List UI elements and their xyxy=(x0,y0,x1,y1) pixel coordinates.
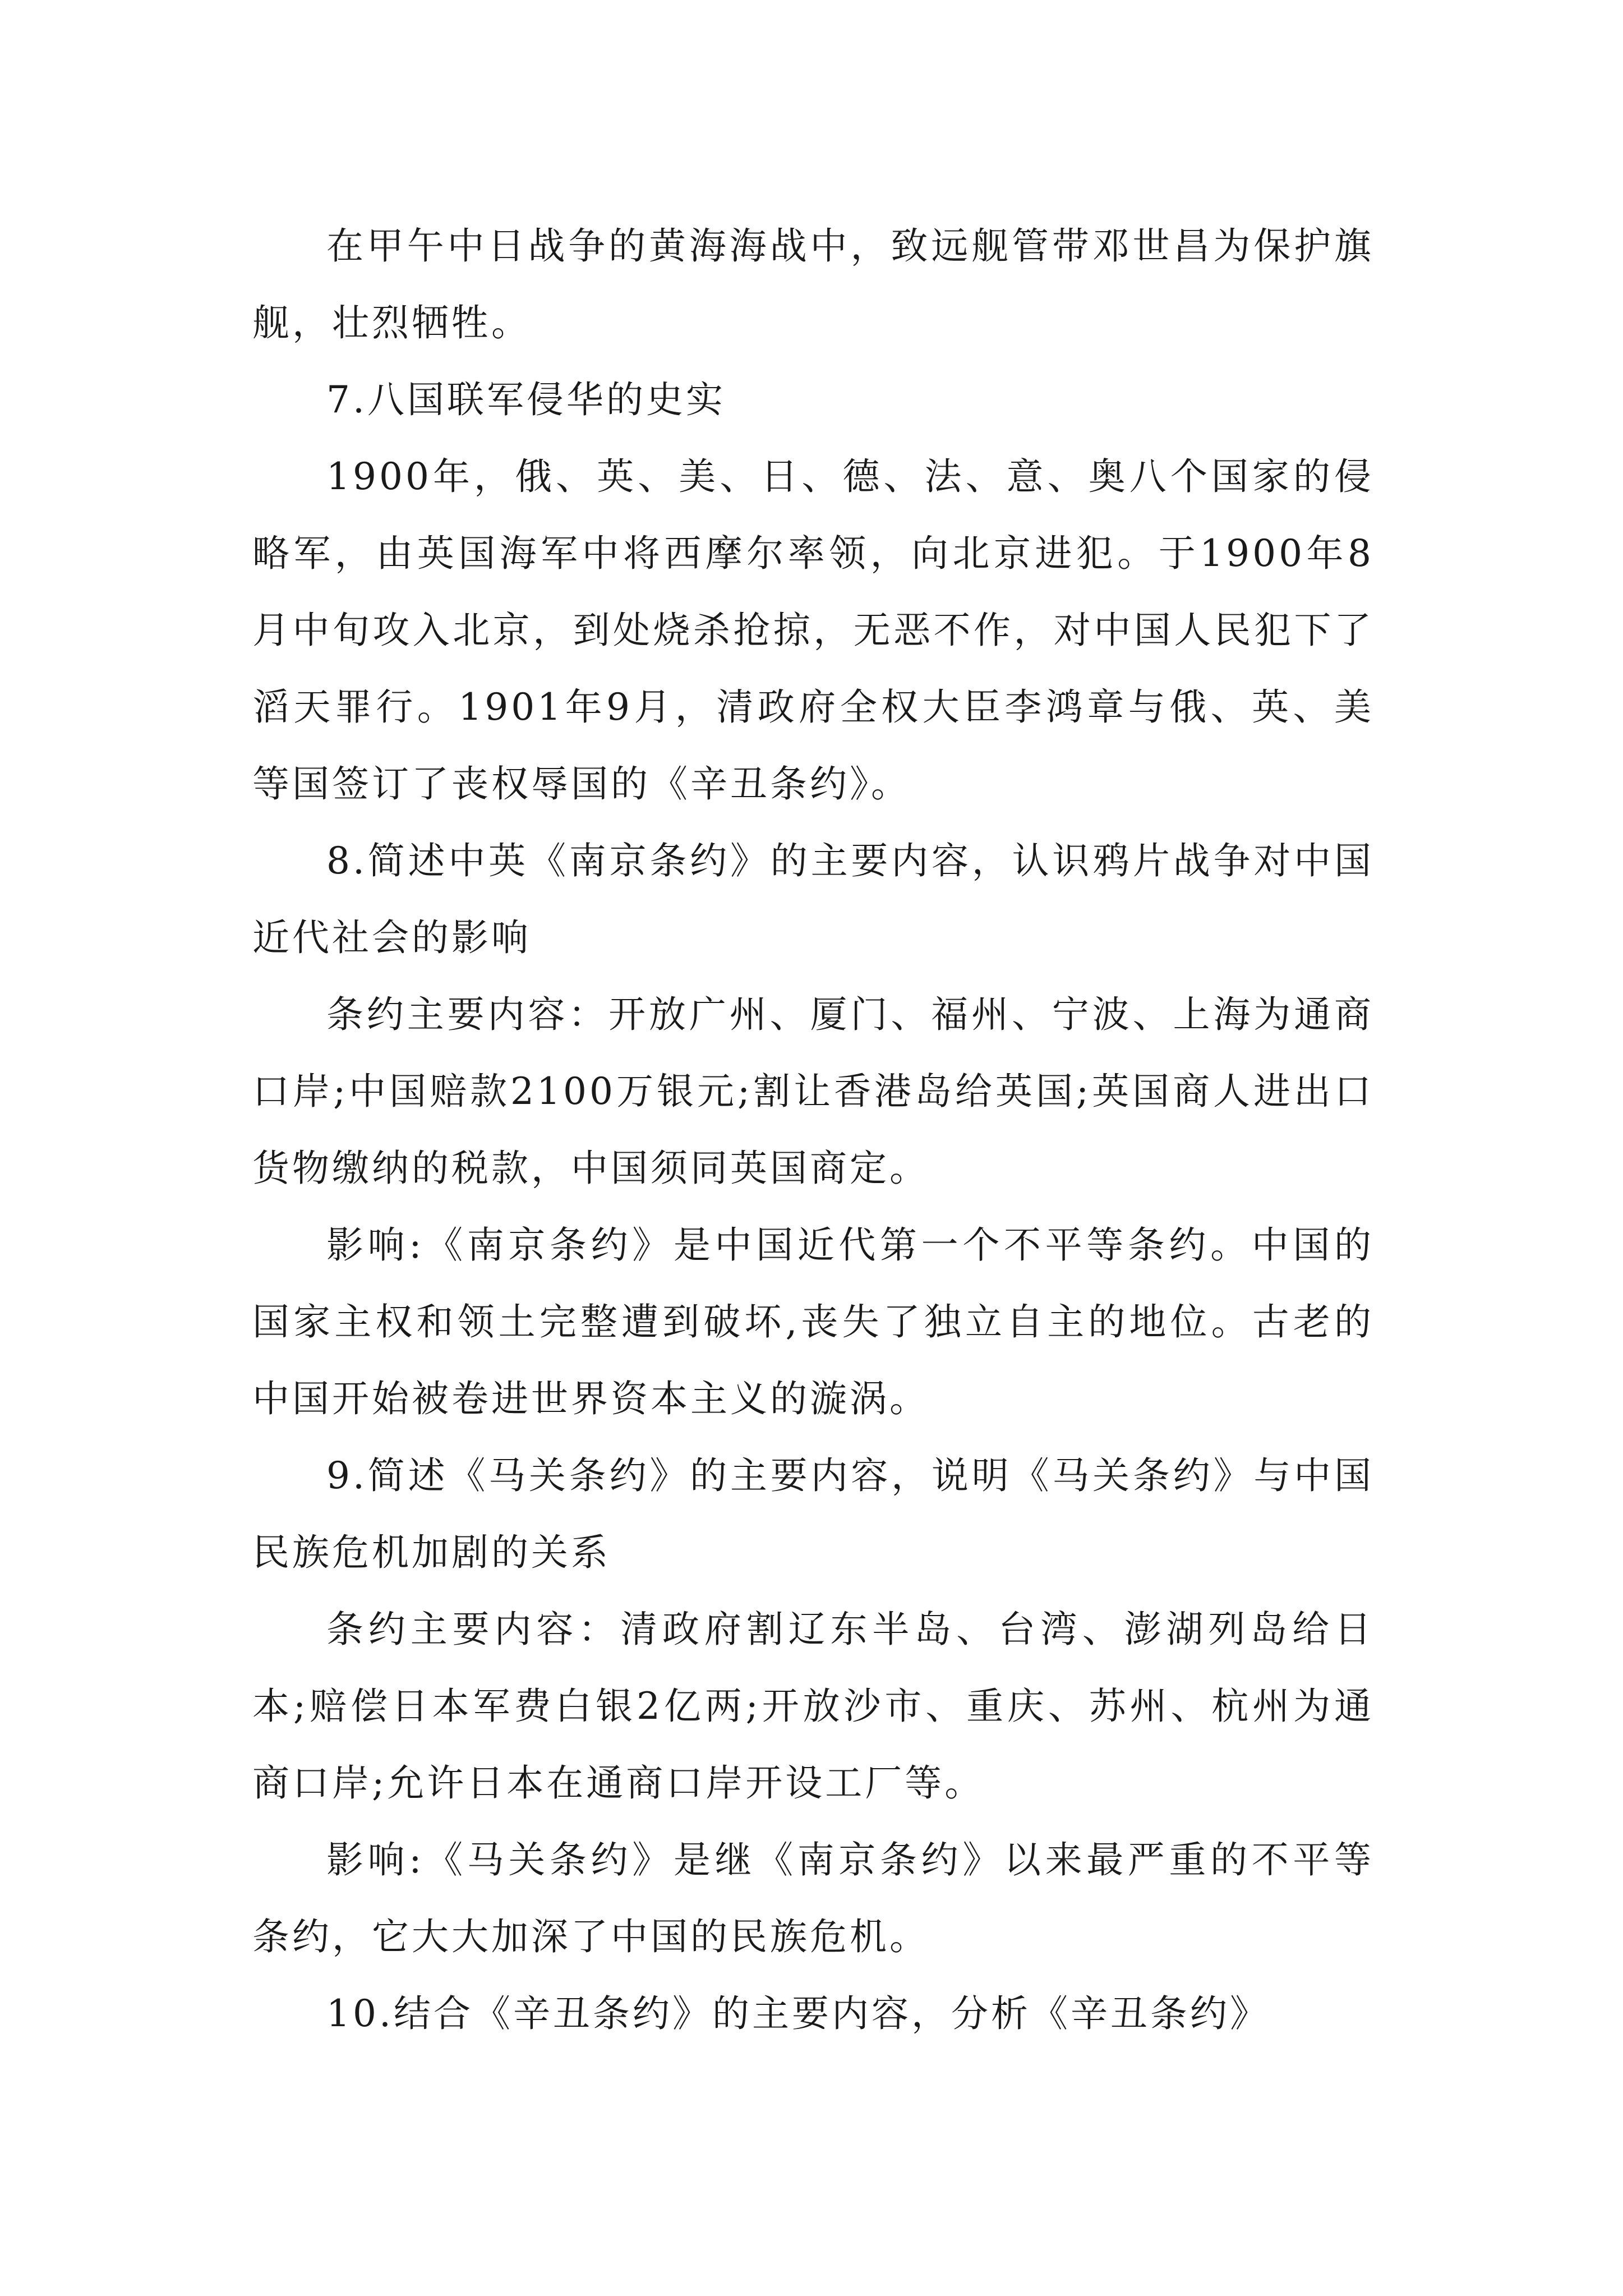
paragraph-shimonoseki-treaty-impact: 影响:《马关条约》是继《南京条约》以来最严重的不平等条约，它大大加深了中国的民族危机。 xyxy=(252,1838,1374,1958)
paragraph-nanjing-treaty-impact: 影响:《南京条约》是中国近代第一个不平等条约。中国的国家主权和领土完整遭到破坏,丧失了独立自主的地位。古老的中国开始被卷进世界资本主义的漩涡。 xyxy=(252,1223,1374,1420)
paragraph-eight-nation-alliance: 1900年，俄、英、美、日、德、法、意、奥八个国家的侵略军，由英国海军中将西摩尔率领，向北京进犯。于1900年8月中旬攻入北京，到处烧杀抢掠，无恶不作，对中国人民犯下了滔天罪行。1901年9月，清政府全权大臣李鸿章与俄、英、美等国签订了丧权辱国的《辛丑条约》。 xyxy=(252,455,1374,806)
paragraph-nanjing-treaty-content: 条约主要内容：开放广州、厦门、福州、宁波、上海为通商口岸;中国赔款2100万银元;割让香港岛给英国;英国商人进出口货物缴纳的税款，中国须同英国商定。 xyxy=(252,993,1374,1190)
heading-item-8: 8.简述中英《南京条约》的主要内容，认识鸦片战争对中国近代社会的影响 xyxy=(252,839,1374,959)
heading-item-9: 9.简述《马关条约》的主要内容，说明《马关条约》与中国民族危机加剧的关系 xyxy=(252,1454,1374,1574)
heading-item-10: 10.结合《辛丑条约》的主要内容，分析《辛丑条约》 xyxy=(326,1992,1270,2035)
paragraph-shimonoseki-treaty-content: 条约主要内容：清政府割辽东半岛、台湾、澎湖列岛给日本;赔偿日本军费白银2亿两;开放沙市、重庆、苏州、杭州为通商口岸;允许日本在通商口岸开设工厂等。 xyxy=(252,1608,1374,1805)
paragraph-deng-shichang: 在甲午中日战争的黄海海战中，致远舰管带邓世昌为保护旗舰，壮烈牺牲。 xyxy=(252,224,1374,344)
document-body xyxy=(252,208,1374,2052)
heading-item-7: 7.八国联军侵华的史实 xyxy=(326,378,726,421)
